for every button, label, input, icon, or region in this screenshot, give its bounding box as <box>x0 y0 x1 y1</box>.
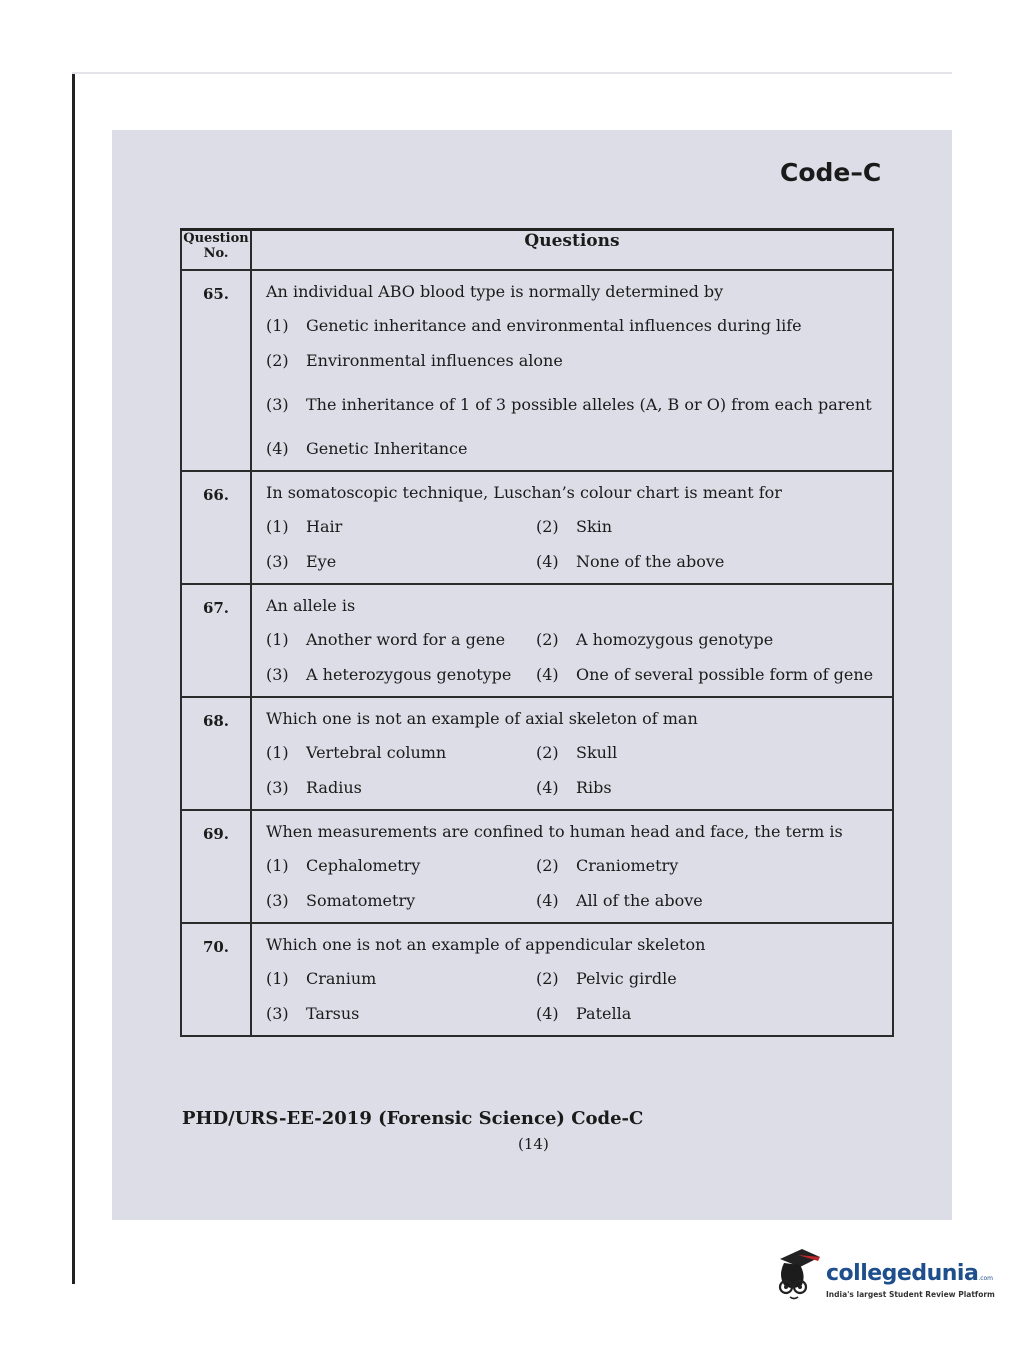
question-number: 65. <box>181 270 251 471</box>
option-row <box>266 629 892 651</box>
option-4 <box>266 438 467 460</box>
option-number: (2) <box>536 630 559 649</box>
header-no-line1: Question <box>183 231 249 246</box>
question-body <box>251 810 893 923</box>
option-row <box>266 855 892 877</box>
option-3 <box>266 777 536 799</box>
option-number: (2) <box>536 969 559 988</box>
option-3 <box>266 664 536 686</box>
option-text: Patella <box>576 1004 632 1023</box>
option-number: (4) <box>536 778 559 797</box>
option-row <box>266 551 892 573</box>
question-row-65 <box>181 270 893 471</box>
option-text: Cephalometry <box>306 856 421 875</box>
option-1 <box>266 315 802 337</box>
option-2 <box>266 350 563 372</box>
option-text: One of several possible form of gene <box>576 665 874 684</box>
option-number: (1) <box>266 630 289 649</box>
option-text: Cranium <box>306 969 377 988</box>
option-row <box>266 968 892 990</box>
option-number: (1) <box>266 856 289 875</box>
option-text: A heterozygous genotype <box>306 665 512 684</box>
option-text: None of the above <box>576 552 725 571</box>
option-text: All of the above <box>576 891 703 910</box>
option-number: (2) <box>536 743 559 762</box>
option-number: (3) <box>266 395 289 414</box>
option-text: Craniometry <box>576 856 679 875</box>
option-text: Somatometry <box>306 891 416 910</box>
option-3 <box>266 551 536 573</box>
option-number: (3) <box>266 778 289 797</box>
option-4 <box>536 890 703 912</box>
option-2 <box>536 742 617 764</box>
option-4 <box>536 664 873 686</box>
option-row <box>266 742 892 764</box>
option-number: (3) <box>266 665 289 684</box>
question-row-66 <box>181 471 893 584</box>
option-1 <box>266 855 536 877</box>
question-stem: An allele is <box>266 596 356 615</box>
option-text: Ribs <box>576 778 612 797</box>
question-stem: When measurements are confined to human head and face, the term is <box>266 822 843 841</box>
option-4 <box>536 1003 631 1025</box>
logo-name: collegedunia <box>826 1261 979 1286</box>
logo-tagline: India's largest Student Review Platform <box>826 1290 995 1299</box>
question-stem: Which one is not an example of axial skeleton of man <box>266 709 698 728</box>
scan-edge <box>72 72 75 1284</box>
option-text: A homozygous genotype <box>576 630 774 649</box>
option-text: Pelvic girdle <box>576 969 677 988</box>
header-questions: Questions <box>251 230 893 271</box>
code-label: Code–C <box>780 158 882 187</box>
option-number: (4) <box>536 891 559 910</box>
option-3 <box>266 394 872 416</box>
option-3 <box>266 890 536 912</box>
option-text: Vertebral column <box>306 743 447 762</box>
option-number: (3) <box>266 1004 289 1023</box>
logo-text <box>826 1263 995 1299</box>
option-number: (2) <box>536 517 559 536</box>
question-row-68 <box>181 697 893 810</box>
question-stem: An individual ABO blood type is normally determined by <box>266 282 724 301</box>
question-number: 67. <box>181 584 251 697</box>
option-1 <box>266 516 536 538</box>
option-1 <box>266 629 536 651</box>
logo-wordmark <box>826 1263 995 1285</box>
option-row <box>266 777 892 799</box>
question-body <box>251 923 893 1036</box>
option-number: (4) <box>536 552 559 571</box>
option-2 <box>536 516 612 538</box>
option-number: (2) <box>266 351 289 370</box>
question-row-69 <box>181 810 893 923</box>
header-question-no <box>181 230 251 271</box>
option-1 <box>266 742 536 764</box>
collegedunia-logo[interactable] <box>772 1245 997 1315</box>
option-row <box>266 315 892 337</box>
question-number: 70. <box>181 923 251 1036</box>
scan-top-edge <box>72 72 952 74</box>
option-4 <box>536 777 612 799</box>
option-number: (1) <box>266 969 289 988</box>
option-3 <box>266 1003 536 1025</box>
option-number: (4) <box>536 1004 559 1023</box>
option-text: Another word for a gene <box>306 630 506 649</box>
option-2 <box>536 968 677 990</box>
question-body <box>251 584 893 697</box>
logo-suffix: .com <box>978 1275 994 1282</box>
option-number: (3) <box>266 891 289 910</box>
option-number: (1) <box>266 316 289 335</box>
option-number: (1) <box>266 743 289 762</box>
option-number: (4) <box>536 665 559 684</box>
question-number: 69. <box>181 810 251 923</box>
option-text: Hair <box>306 517 343 536</box>
option-number: (3) <box>266 552 289 571</box>
option-4 <box>536 551 724 573</box>
question-number: 68. <box>181 697 251 810</box>
question-body <box>251 270 893 471</box>
question-body <box>251 697 893 810</box>
question-row-70 <box>181 923 893 1036</box>
collegedunia-mascot-icon <box>772 1245 822 1303</box>
question-stem: In somatoscopic technique, Luschan’s colour chart is meant for <box>266 483 782 502</box>
option-text: Genetic Inheritance <box>306 439 468 458</box>
question-body <box>251 471 893 584</box>
option-text: Environmental influences alone <box>306 351 563 370</box>
option-text: Tarsus <box>306 1004 360 1023</box>
option-row <box>266 394 892 416</box>
option-row <box>266 516 892 538</box>
question-table <box>180 228 894 1037</box>
option-text: Skin <box>576 517 613 536</box>
question-number: 66. <box>181 471 251 584</box>
option-number: (1) <box>266 517 289 536</box>
option-text: Genetic inheritance and environmental influences during life <box>306 316 802 335</box>
option-2 <box>536 855 678 877</box>
option-text: Eye <box>306 552 337 571</box>
question-stem: Which one is not an example of appendicular skeleton <box>266 935 706 954</box>
option-1 <box>266 968 536 990</box>
option-row <box>266 1003 892 1025</box>
option-row <box>266 664 892 686</box>
option-number: (2) <box>536 856 559 875</box>
option-number: (4) <box>266 439 289 458</box>
option-text: The inheritance of 1 of 3 possible alleles (A, B or O) from each parent <box>306 395 872 414</box>
option-2 <box>536 629 773 651</box>
paper-footer: PHD/URS-EE-2019 (Forensic Science) Code-C <box>182 1108 644 1129</box>
header-no-line2: No. <box>203 246 229 261</box>
question-row-67 <box>181 584 893 697</box>
page-number: (14) <box>518 1135 549 1153</box>
option-text: Skull <box>576 743 618 762</box>
option-row <box>266 438 892 460</box>
option-text: Radius <box>306 778 362 797</box>
option-row <box>266 350 892 372</box>
table-header <box>181 230 893 271</box>
option-row <box>266 890 892 912</box>
